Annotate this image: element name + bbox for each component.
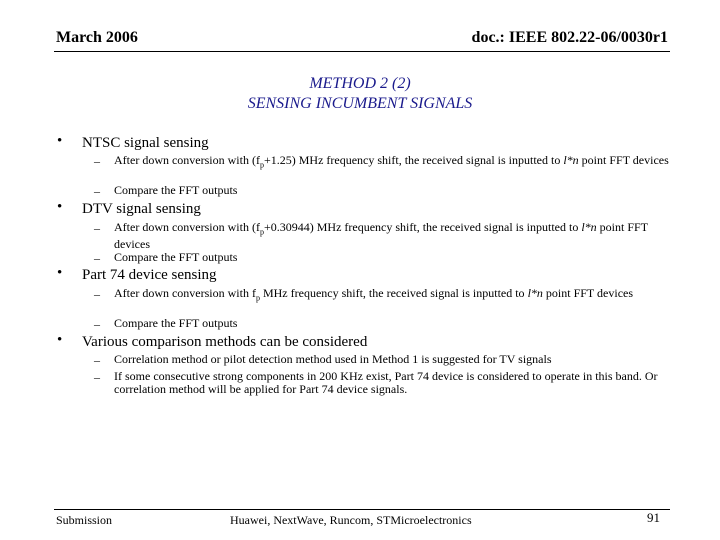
dtv-sub-1: After down conversion with $(f_p+0.30944)$ MHz frequency shift, the received signal is inputted to l*n point FFT devices: [114, 220, 648, 252]
dash-marker: –: [94, 353, 100, 367]
bullet-heading-ntsc: NTSC signal sensing: [82, 135, 209, 151]
bullet-marker: •: [57, 133, 63, 149]
comparison-sub-1: Correlation method or pilot detection method used in Method 1 is suggested for TV signals: [114, 352, 552, 366]
ntsc-sub-2: Compare the FFT outputs: [114, 183, 238, 197]
slide-title: [0, 74, 720, 114]
bullet-heading-dtv: DTV signal sensing: [82, 201, 201, 217]
footer-divider: [54, 509, 670, 510]
comparison-sub-2: If some consecutive strong components in 200 KHz exist, Part 74 device is considered to operate in this band. Or correlation method will be applied for Part 74 device signals.: [114, 369, 658, 396]
part74-sub-1: After down conversion with $f_p$ MHz frequency shift, the received signal is inputted to l*n point FFT devices: [114, 286, 634, 303]
title-line-2: SENSING INCUMBENT SIGNALS: [247, 95, 473, 112]
dash-marker: –: [94, 184, 100, 198]
dtv-sub-2: Compare the FFT outputs: [114, 250, 238, 264]
dash-marker: –: [94, 317, 100, 331]
bullet-heading-part74: Part 74 device sensing: [82, 267, 217, 283]
bullet-marker: •: [57, 332, 63, 348]
header-date: March 2006: [56, 29, 138, 46]
header-divider: [54, 51, 670, 52]
footer-authors: Huawei, NextWave, Runcom, STMicroelectronics: [230, 513, 472, 527]
dash-marker: –: [94, 287, 100, 301]
bullet-heading-comparison: Various comparison methods can be considered: [82, 334, 368, 350]
dash-marker: –: [94, 154, 100, 168]
dash-marker: –: [94, 251, 100, 265]
page-number: 91: [647, 510, 660, 525]
footer-submission: Submission: [56, 513, 113, 527]
title-line-1: METHOD 2 (2): [309, 75, 411, 92]
bullet-marker: •: [57, 199, 63, 215]
bullet-marker: •: [57, 265, 63, 281]
header-doc-id: doc.: IEEE 802.22-06/0030r1: [471, 29, 668, 46]
ntsc-sub-1: After down conversion with $(f_p+1.25)$ MHz frequency shift, the received signal is inputted to l*n point FFT devices: [114, 153, 669, 170]
dash-marker: –: [94, 221, 100, 235]
dash-marker: –: [94, 370, 100, 384]
part74-sub-2: Compare the FFT outputs: [114, 316, 238, 330]
